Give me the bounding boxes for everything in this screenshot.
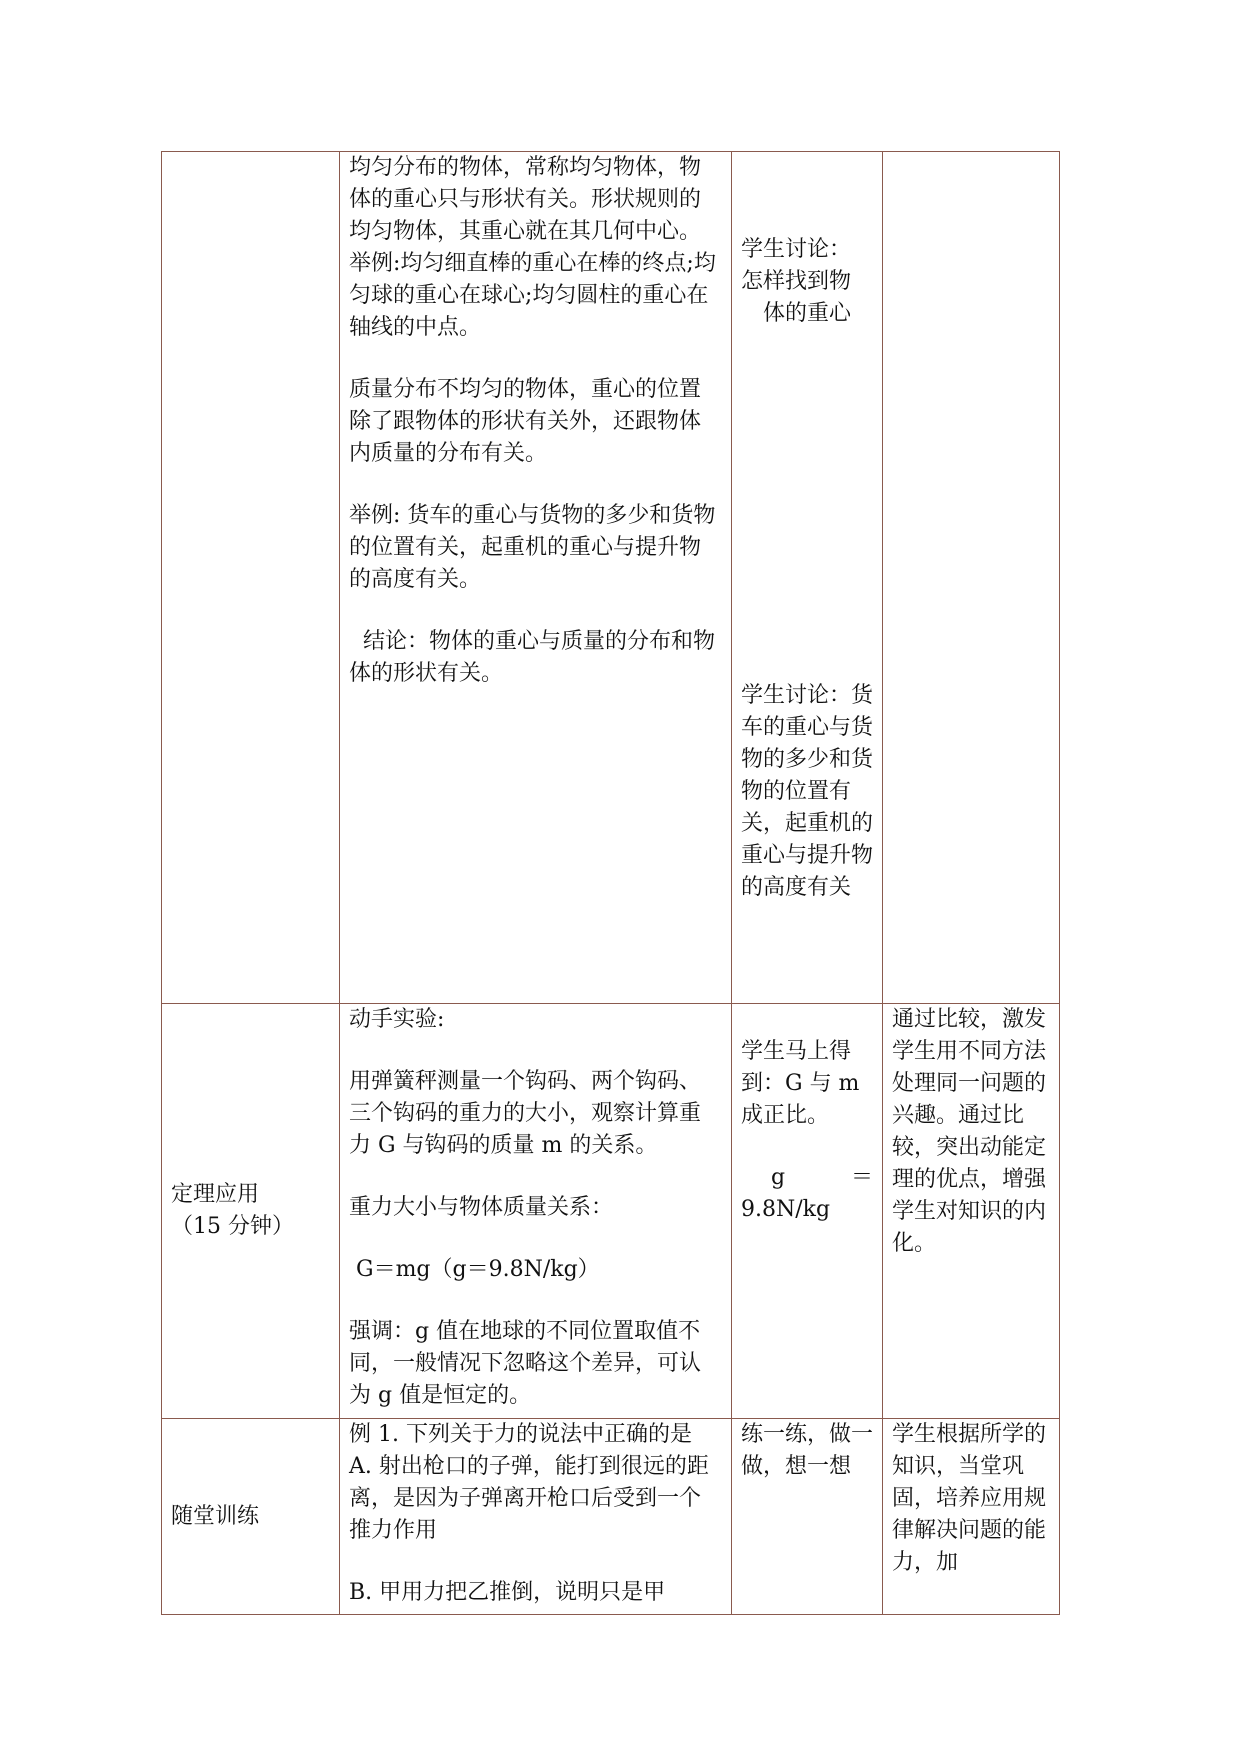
stage-label: 随堂训练: [171, 1503, 260, 1529]
student-activity-text: 学生马上得到：G 与 m 成正比。: [741, 1039, 867, 1128]
content-paragraph: 强调：g 值在地球的不同位置取值不同，一般情况下忽略这个差异，可认为 g 值是恒定的。: [349, 1319, 702, 1408]
purpose-text: 通过比较，激发学生用不同方法处理同一问题的兴趣。通过比较，突出动能定理的优点，增强学生对知识的内化。: [892, 1007, 1047, 1256]
content-paragraph: 用弹簧秤测量一个钩码、两个钩码、三个钩码的重力的大小，观察计算重力 G 与钩码的质量 m 的关系。: [349, 1069, 702, 1158]
stage-duration: （15 分钟）: [171, 1214, 294, 1239]
content-paragraph: 结论：物体的重心与质量的分布和物体的形状有关。: [349, 629, 716, 686]
g-value-line: [741, 1162, 873, 1194]
content-paragraph: 均匀分布的物体，常称均匀物体，物体的重心只与形状有关。形状规则的均匀物体，其重心就在其几何中心。 举例:均匀细直棒的重心在棒的终点;均匀球的重心在球心;均匀圆柱的重心在轴线的中点。: [349, 155, 729, 340]
table-row: [162, 1419, 1060, 1615]
student-activity-text: 练一练，做一做，想一想: [741, 1422, 874, 1479]
student-activity-text: 学生讨论：货车的重心与货物的多少和货物的位置有关，起重机的重心与提升物的高度有关: [741, 683, 874, 900]
purpose-cell: [883, 1004, 1060, 1419]
student-activity-cell: [732, 1419, 883, 1615]
student-activity-text: 怎样找到物: [741, 269, 852, 294]
content-paragraph: 质量分布不均匀的物体，重心的位置除了跟物体的形状有关外，还跟物体内质量的分布有关。: [349, 377, 702, 466]
equals-sign: ＝: [850, 1165, 873, 1190]
content-paragraph: 例 1. 下列关于力的说法中正确的是 A. 射出枪口的子弹，能打到很远的距离，是因为子弹离开枪口后受到一个推力作用: [349, 1422, 741, 1543]
purpose-text: 学生根据所学的知识，当堂巩固，培养应用规律解决问题的能力，加: [892, 1422, 1047, 1575]
lesson-plan-table: [161, 151, 1060, 1615]
stage-label: 定理应用: [171, 1182, 260, 1207]
content-paragraph: 动手实验:: [349, 1007, 445, 1032]
student-activity-text: 体的重心: [762, 301, 851, 326]
student-activity-cell: [732, 152, 883, 1004]
stage-cell: [162, 1419, 340, 1615]
content-cell: [340, 1004, 732, 1419]
stage-cell: [162, 1004, 340, 1419]
student-activity-text: 学生讨论：: [741, 237, 852, 262]
student-activity-cell: [732, 1004, 883, 1419]
content-paragraph: 举例: 货车的重心与货物的多少和货物的位置有关，起重机的重心与提升物的高度有关。: [349, 503, 716, 592]
stage-cell: [162, 152, 340, 1004]
content-paragraph: 重力大小与物体质量关系：: [349, 1195, 614, 1220]
table-row: [162, 1004, 1060, 1419]
g-value: 9.8N/kg: [741, 1197, 831, 1222]
table-row: [162, 152, 1060, 1004]
content-cell: [340, 152, 732, 1004]
formula: G＝mg（g＝9.8N/kg）: [349, 1257, 600, 1282]
purpose-cell: [883, 1419, 1060, 1615]
g-symbol: g: [771, 1165, 786, 1190]
content-cell: [340, 1419, 741, 1615]
content-paragraph: B. 甲用力把乙推倒，说明只是甲: [349, 1580, 666, 1605]
purpose-cell: [883, 152, 1060, 1004]
